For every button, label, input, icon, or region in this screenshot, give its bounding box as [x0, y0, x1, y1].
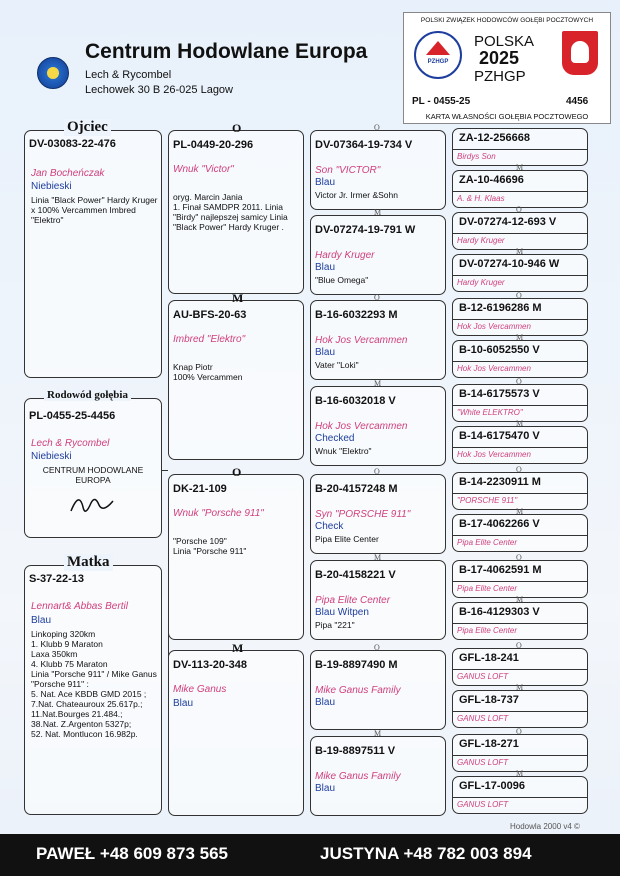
father-card: [24, 130, 162, 378]
mother-color: Blau: [31, 615, 52, 626]
subject-notes: CENTRUM HODOWLANE EUROPA: [42, 465, 144, 485]
eagle-emblem: [562, 31, 598, 75]
gen3-notes: Wnuk "Elektro": [315, 446, 372, 456]
gen4-card: [452, 776, 588, 814]
gen4-breeder: "White ELEKTRO": [453, 405, 588, 419]
gen2-ring: DK-21-109: [173, 483, 227, 495]
gen4-sex-label: M: [516, 769, 524, 778]
signature: [67, 489, 117, 519]
gen4-sex-label: O: [516, 205, 522, 214]
gen3-card: [310, 215, 446, 295]
gen2-sex-label: O: [232, 121, 242, 135]
gen4-card: [452, 560, 588, 598]
gen2-ring: AU-BFS-20-63: [173, 309, 247, 321]
gen2-card: [168, 474, 304, 640]
mother-ring: S-37-22-13: [29, 573, 85, 585]
gen3-color: Checked: [315, 433, 355, 444]
gen4-sex-label: O: [516, 465, 522, 474]
gen4-sex-label: M: [516, 247, 524, 256]
gen3-card: [310, 386, 446, 466]
mother-notes: Linkoping 320km 1. Klubb 9 Maraton Laxa 350km 4. Klubb 75 Maraton Linia "Porsche 911" / Mike Ganus "Porsche 911" : 5. Nat. Ace KBDB GMD 2015 ; 7.Nat. Chateauroux 25.617p.; 11.Nat.Bourges 21.484.; 38.Nat. Z.Argenton 5327p; 52. Nat. Montlucon 16.982p.: [31, 629, 157, 739]
subject-color: Niebieski: [31, 451, 72, 462]
gen2-notes: Knap Piotr 100% Vercammen: [173, 362, 243, 382]
gen3-color: Check: [315, 521, 344, 532]
gen4-breeder: GANUS LOFT: [453, 797, 588, 811]
connector: [168, 610, 169, 660]
gen4-ring: DV-07274-10-946 W: [459, 258, 560, 270]
gen4-ring: GFL-17-0096: [459, 780, 526, 792]
gen3-ring: DV-07364-19-734 V: [315, 139, 413, 151]
gen3-breeder: Pipa Elite Center: [315, 595, 391, 606]
gen4-breeder: Pipa Elite Center: [453, 623, 588, 637]
gen3-ring: B-20-4158221 V: [315, 569, 396, 581]
gen2-sex-label: M: [232, 291, 244, 305]
gen2-notes: oryg. Marcin Jania 1. Finał SAMDPR 2011. Linia "Birdy" najlepszej samicy Linia "Black Power" Hardy Kruger .: [173, 192, 288, 232]
gen4-ring: B-14-2230911 M: [459, 476, 541, 488]
owner-address: Lechowek 30 B 26-025 Lagow: [85, 84, 233, 96]
gen4-sex-label: O: [516, 641, 522, 650]
gen3-sex-label: M: [374, 379, 382, 388]
gen3-sex-label: M: [374, 729, 382, 738]
gen4-sex-label: O: [516, 291, 522, 300]
gen2-breeder: Wnuk "Victor": [173, 164, 234, 175]
subject-breeder: Lech & Rycombel: [31, 438, 110, 449]
logo-text: PZHGP: [427, 59, 449, 65]
gen3-breeder: Son "VICTOR": [315, 165, 381, 176]
gen4-breeder: "PORSCHE 911": [453, 493, 588, 507]
gen3-breeder: Hok Jos Vercammen: [315, 335, 408, 346]
gen2-ring: PL-0449-20-296: [173, 139, 254, 151]
gen2-sex-label: O: [232, 465, 242, 479]
gen4-breeder: GANUS LOFT: [453, 755, 588, 769]
mother-breeder: Lennart& Abbas Bertil: [31, 601, 128, 612]
father-ring: DV-03083-22-476: [29, 138, 116, 150]
gen4-sex-label: M: [516, 419, 524, 428]
gen2-card: [168, 130, 304, 294]
gen3-color: Blau Witpen: [315, 607, 369, 618]
gen4-ring: B-10-6052550 V: [459, 344, 540, 356]
version-label: Hodowla 2000 v4 ©: [510, 822, 580, 831]
gen4-breeder: Hok Jos Vercammen: [453, 319, 588, 333]
card-ring: PL - 0455-25: [412, 96, 471, 107]
gen2-card: [168, 300, 304, 460]
gen4-card: [452, 128, 588, 166]
gen3-card: [310, 560, 446, 640]
gen4-ring: B-12-6196286 M: [459, 302, 542, 314]
gen4-card: [452, 254, 588, 292]
gen2-breeder: Imbred "Elektro": [173, 334, 246, 345]
gen3-notes: Pipa "221": [315, 620, 355, 630]
subject-card: [24, 398, 162, 538]
card-footer: KARTA WŁASNOŚCI GOŁĘBIA POCZTOWEGO: [425, 112, 589, 121]
gen3-color: Blau: [315, 347, 336, 358]
gen4-sex-label: M: [516, 507, 524, 516]
card-year: 2025: [479, 48, 520, 68]
gen2-breeder: Mike Ganus: [173, 684, 227, 695]
gen2-breeder: Wnuk "Porsche 911": [173, 508, 264, 519]
gen4-breeder: Hok Jos Vercammen: [453, 361, 588, 375]
gen4-ring: ZA-10-46696: [459, 174, 524, 186]
gen3-sex-label: M: [374, 208, 382, 217]
father-breeder: Jan Bocheńczak: [31, 168, 105, 179]
gen3-sex-label: O: [374, 467, 380, 476]
gen4-ring: B-17-4062591 M: [459, 564, 542, 576]
father-color: Niebieski: [31, 181, 72, 192]
subject-label: Rodowód gołębia: [44, 389, 131, 401]
connector: [162, 470, 168, 471]
card-org: PZHGP: [474, 68, 526, 85]
contact-pawel: PAWEŁ +48 609 873 565: [36, 844, 229, 863]
mother-card: [24, 565, 162, 815]
gen4-breeder: Hardy Kruger: [453, 275, 588, 289]
gen4-card: [452, 426, 588, 464]
gen4-card: [452, 648, 588, 686]
gen3-sex-label: O: [374, 123, 380, 132]
gen4-breeder: Hok Jos Vercammen: [453, 447, 588, 461]
gen3-notes: Victor Jr. Irmer &Sohn: [315, 190, 398, 200]
gen3-breeder: Syn "PORSCHE 911": [315, 509, 411, 520]
gen4-breeder: Birdys Son: [453, 149, 588, 163]
gen4-breeder: Hardy Kruger: [453, 233, 588, 247]
pzhgp-logo: [414, 31, 462, 79]
gen3-ring: B-20-4157248 M: [315, 483, 398, 495]
gen4-sex-label: M: [516, 595, 524, 604]
gen3-breeder: Mike Ganus Family: [315, 685, 401, 696]
gen3-ring: DV-07274-19-791 W: [315, 224, 416, 236]
ownership-card: [403, 12, 611, 124]
gen4-breeder: Pipa Elite Center: [453, 581, 588, 595]
gen4-card: [452, 602, 588, 640]
gen2-card: [168, 650, 304, 816]
gen3-ring: B-19-8897490 M: [315, 659, 398, 671]
gen4-card: [452, 212, 588, 250]
page-title: Centrum Hodowlane Europa: [85, 40, 368, 63]
owner-name: Lech & Rycombel: [85, 69, 172, 81]
gen3-card: [310, 474, 446, 554]
gen3-ring: B-16-6032293 M: [315, 309, 398, 321]
father-label: Ojciec: [64, 119, 111, 136]
gen4-ring: GFL-18-241: [459, 652, 519, 664]
gen3-card: [310, 736, 446, 816]
gen3-breeder: Hok Jos Vercammen: [315, 421, 408, 432]
gen4-ring: B-14-6175470 V: [459, 430, 540, 442]
gen3-notes: "Blue Omega": [315, 275, 369, 285]
gen3-card: [310, 300, 446, 380]
gen3-color: Blau: [315, 697, 336, 708]
gen3-color: Blau: [315, 177, 336, 188]
gen3-sex-label: M: [374, 553, 382, 562]
gen4-card: [452, 340, 588, 378]
gen4-sex-label: M: [516, 163, 524, 172]
gen2-sex-label: M: [232, 641, 244, 655]
gen3-sex-label: O: [374, 293, 380, 302]
gen3-breeder: Hardy Kruger: [315, 250, 375, 261]
gen4-ring: ZA-12-256668: [459, 132, 530, 144]
gen3-notes: Vater "Loki": [315, 360, 359, 370]
gen4-ring: B-14-6175573 V: [459, 388, 540, 400]
gen4-breeder: GANUS LOFT: [453, 711, 588, 725]
gen4-ring: GFL-18-271: [459, 738, 519, 750]
gen4-card: [452, 690, 588, 728]
gen4-breeder: GANUS LOFT: [453, 669, 588, 683]
card-country: POLSKA: [474, 33, 535, 50]
gen4-ring: B-17-4062266 V: [459, 518, 540, 530]
gen4-card: [452, 472, 588, 510]
father-notes: Linia "Black Power" Hardy Kruger x 100% Vercammen Imbred "Elektro": [31, 195, 158, 225]
header-logo: [37, 57, 69, 89]
contact-justyna: JUSTYNA +48 782 003 894: [320, 844, 532, 863]
gen4-breeder: Pipa Elite Center: [453, 535, 588, 549]
gen4-sex-label: M: [516, 333, 524, 342]
gen4-card: [452, 734, 588, 772]
gen4-sex-label: M: [516, 683, 524, 692]
subject-ring: PL-0455-25-4456: [29, 410, 116, 422]
card-number: 4456: [566, 96, 589, 107]
gen3-ring: B-19-8897511 V: [315, 745, 396, 757]
gen4-sex-label: O: [516, 553, 522, 562]
gen4-card: [452, 514, 588, 552]
gen4-card: [452, 384, 588, 422]
gen4-sex-label: O: [516, 727, 522, 736]
gen3-color: Blau: [315, 262, 336, 273]
gen2-color: Blau: [173, 698, 194, 709]
gen3-breeder: Mike Ganus Family: [315, 771, 401, 782]
gen3-sex-label: O: [374, 643, 380, 652]
gen4-ring: B-16-4129303 V: [459, 606, 540, 618]
gen3-notes: Pipa Elite Center: [315, 534, 379, 544]
gen2-notes: "Porsche 109" Linia "Porsche 911": [173, 536, 247, 556]
gen4-card: [452, 170, 588, 208]
gen3-ring: B-16-6032018 V: [315, 395, 396, 407]
gen3-card: [310, 650, 446, 730]
gen4-card: [452, 298, 588, 336]
connector: [168, 140, 169, 220]
gen4-breeder: A. & H. Klaas: [453, 191, 588, 205]
mother-label: Matka: [64, 554, 113, 571]
gen3-color: Blau: [315, 783, 336, 794]
card-association: POLSKI ZWIĄZEK HODOWCÓW GOŁĘBI POCZTOWYCH: [420, 17, 594, 24]
gen4-ring: DV-07274-12-693 V: [459, 216, 557, 228]
gen2-ring: DV-113-20-348: [173, 659, 247, 671]
gen4-ring: GFL-18-737: [459, 694, 519, 706]
gen4-sex-label: O: [516, 377, 522, 386]
gen3-card: [310, 130, 446, 210]
